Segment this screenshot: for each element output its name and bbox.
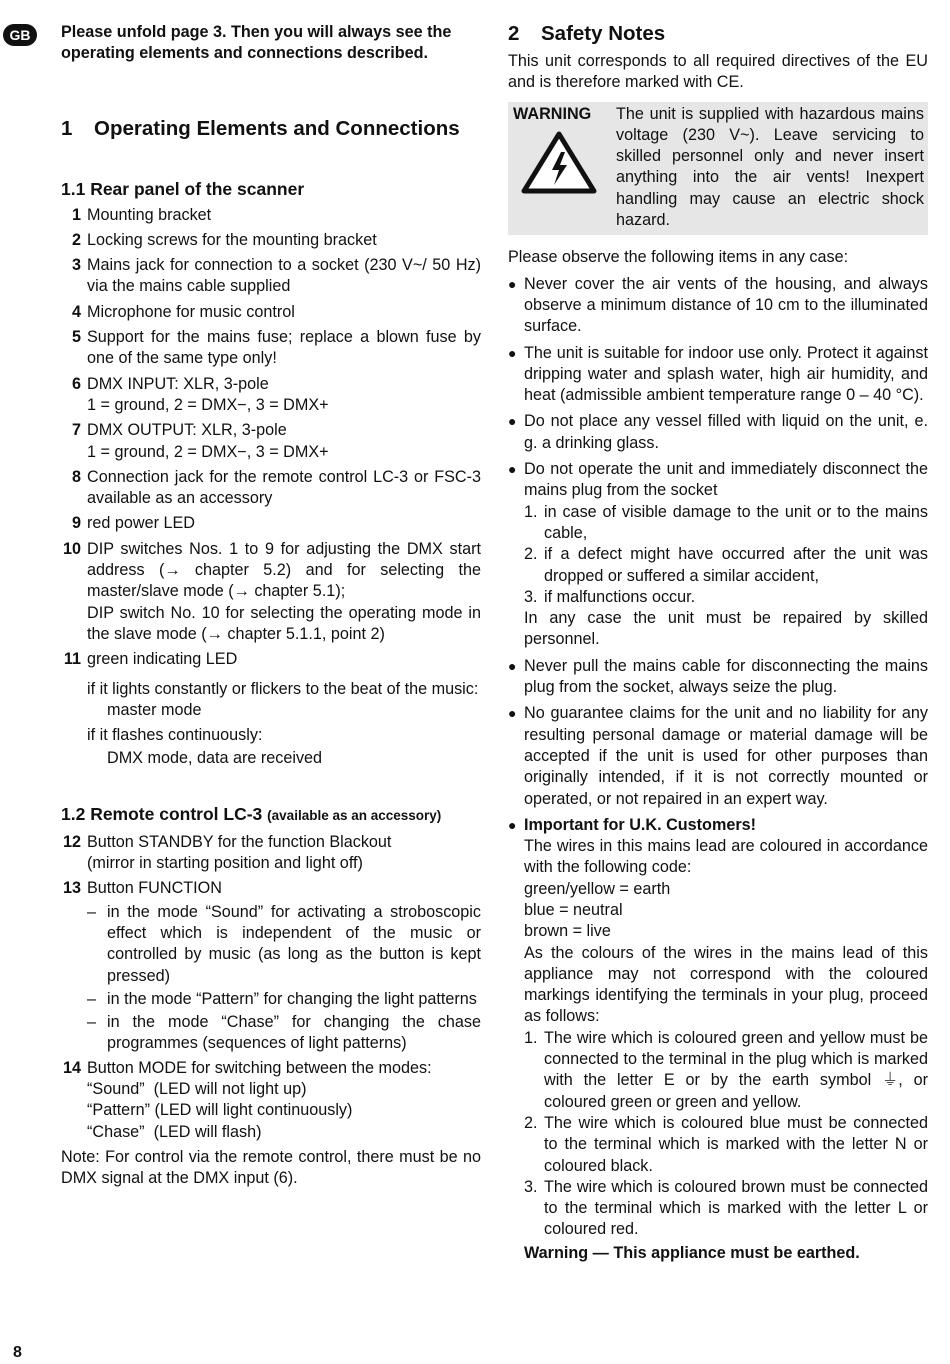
language-badge: GB xyxy=(3,24,37,46)
item-text: Mains jack for connection to a socket (230 V~/ 50 Hz) via the mains cable supplied xyxy=(87,256,481,296)
item-text-line2: 1 = ground, 2 = DMX−, 3 = DMX+ xyxy=(87,442,329,461)
item-number: 4 xyxy=(71,302,81,321)
item-number: 10 xyxy=(62,539,81,558)
list-item xyxy=(61,420,481,463)
electric-shock-warning-icon xyxy=(521,130,597,194)
sub-item xyxy=(87,902,481,987)
bullet-item xyxy=(508,274,928,338)
item-text-line2: (mirror in starting position and light off) xyxy=(87,854,363,873)
list-item xyxy=(61,878,481,1054)
list-item xyxy=(61,230,481,251)
dash-icon: – xyxy=(87,902,97,921)
item-text-cell xyxy=(87,327,481,370)
numbered-item xyxy=(524,587,928,608)
sub-item xyxy=(87,989,481,1010)
item-number-cell xyxy=(61,649,81,670)
item-text-cell xyxy=(87,539,481,645)
list-item xyxy=(61,539,481,645)
item-text: The wire which is coloured blue must be connected to the terminal which is marked with the letter N or coloured black. xyxy=(544,1113,928,1175)
section-2-title: Safety Notes xyxy=(541,22,666,45)
disconnect-cases-list xyxy=(524,502,928,608)
item-number: 11 xyxy=(63,650,81,669)
item-number-cell xyxy=(61,374,81,417)
ce-text: This unit corresponds to all required directives of the EU and is therefore marked with xyxy=(508,52,928,92)
led-case-a-result: master mode xyxy=(107,700,202,719)
ce-statement xyxy=(508,51,928,94)
remote-control-note: Note: For control via the remote control, there must be no DMX signal at the DMX input (6). xyxy=(61,1147,481,1188)
led-case-a: if it lights constantly or flickers to the beat of the music: xyxy=(87,679,479,698)
bullet-text: No guarantee claims for the unit and no liability for any resulting personal damage or material damage will be accepted if the unit is used for other purposes than originally intended, if it is not correctly mounted or operated, or not repaired in an expert way. xyxy=(524,704,928,808)
list-item xyxy=(61,205,481,226)
left-column xyxy=(61,22,481,1189)
item-text: Connection jack for the remote control LC-3 or FSC-3 available as an accessory xyxy=(87,467,481,508)
item-text: Button FUNCTION xyxy=(87,879,222,898)
item-text: red power LED xyxy=(87,514,195,533)
item-text-line2: DIP switch No. 10 for selecting the operating mode in the slave mode (→ chapter 5.1.1, point 2) xyxy=(87,603,481,643)
mode-pattern: “Pattern” (LED will light continuously) xyxy=(87,1101,353,1120)
list-item xyxy=(61,255,481,298)
uk-code-live: brown = live xyxy=(524,922,611,941)
section-1-title: Operating Elements and Connections xyxy=(94,116,460,140)
item-text: Support for the mains fuse; replace a blown fuse by one of the same type only! xyxy=(87,328,481,368)
item-number: 1. xyxy=(524,502,538,521)
item-text-cell xyxy=(87,205,481,226)
item-text: Mounting bracket xyxy=(87,205,212,224)
bullet-item xyxy=(508,656,928,699)
led-case-b: if it flashes continuously: xyxy=(87,726,263,745)
section-1-number: 1 xyxy=(61,116,73,140)
item-number: 1 xyxy=(71,205,81,224)
bullet-item xyxy=(508,815,928,1264)
list-item xyxy=(61,649,481,670)
numbered-item xyxy=(524,544,928,587)
observe-intro: Please observe the following items in any case: xyxy=(508,248,849,267)
uk-text-2: As the colours of the wires in the mains lead of this appliance may not correspond with the coloured markings identifying the terminals in your plug, proceed as follows: xyxy=(524,943,928,1026)
function-modes-list xyxy=(87,902,481,1055)
item-text: DMX INPUT: XLR, 3-pole xyxy=(87,374,269,393)
sub-item-text: in the mode “Chase” for changing the chase programmes (sequences of light patterns) xyxy=(107,1013,481,1053)
safety-bullets xyxy=(508,274,928,454)
item-number: 5 xyxy=(71,328,81,347)
bullet-text: Never pull the mains cable for disconnecting the mains plug from the socket, always seize the plug. xyxy=(524,656,928,697)
mode-chase: “Chase” (LED will flash) xyxy=(87,1122,262,1141)
item-number-cell xyxy=(61,513,81,534)
bullet-dot-icon: ● xyxy=(508,344,517,361)
item-text: DIP switches Nos. 1 to 9 for adjusting the DMX start address (→ chapter 5.2) and for selecting the master/slave mode (→ chapter 5.1); xyxy=(87,539,481,601)
item-number: 13 xyxy=(62,879,81,898)
numbered-item xyxy=(524,502,928,545)
item-text: if malfunctions occur. xyxy=(544,587,696,606)
bullet-dot-icon: ● xyxy=(508,413,517,430)
item-number-cell xyxy=(61,255,81,298)
item-text-cell xyxy=(87,513,481,534)
subsection-1-2-title: 1.2 Remote control LC-3 xyxy=(61,803,263,824)
warning-label: WARNING xyxy=(513,104,592,123)
item-text: if a defect might have occurred after the unit was dropped or suffered a similar accident, xyxy=(544,545,928,585)
dash-icon: – xyxy=(87,1013,97,1032)
item-number: 3 xyxy=(71,256,81,275)
bullet-item xyxy=(508,411,928,454)
item-text-cell xyxy=(87,255,481,298)
item-number-cell xyxy=(61,539,81,645)
ce-mark: CE. xyxy=(716,73,744,92)
item-text-line2: 1 = ground, 2 = DMX−, 3 = DMX+ xyxy=(87,395,329,414)
item-number: 6 xyxy=(71,374,81,393)
item-number: 2. xyxy=(524,545,538,564)
bullet-dot-icon: ● xyxy=(508,816,517,833)
item-text: The wire which is coloured green and yellow must be connected to the terminal in the plug which is marked with the letter E or by the earth symbol ⏚, or coloured green or green and yellow. xyxy=(544,1028,928,1111)
page-number: 8 xyxy=(13,1344,22,1361)
numbered-item xyxy=(524,1177,928,1241)
sub-item-text: in the mode “Pattern” for changing the light patterns xyxy=(107,989,477,1008)
sub-item-text: in the mode “Sound” for activating a stroboscopic effect which is independent of the music or controlled by music (as long as the button is kept pressed) xyxy=(107,902,481,985)
list-item xyxy=(61,832,481,875)
item-number-cell xyxy=(61,205,81,226)
bullet-text: The unit is suitable for indoor use only. Protect it against dripping water and splash water, high air humidity, and heat (admissible ambient temperature range 0 – 40 °C). xyxy=(524,343,928,405)
mode-sound: “Sound” (LED will not light up) xyxy=(87,1079,307,1098)
item-number-cell xyxy=(61,302,81,323)
item-text-cell xyxy=(87,230,481,251)
warning-box xyxy=(508,102,928,236)
numbered-item xyxy=(524,1113,928,1177)
item-text: The wire which is coloured brown must be connected to the terminal which is marked with the letter L or coloured red. xyxy=(544,1177,928,1239)
bullet-item xyxy=(508,459,928,651)
warning-text: The unit is supplied with hazardous mains voltage (230 V~). Leave servicing to skilled personnel only and never insert anything into the air vents! Inexpert handling may cause an electric shock hazard. xyxy=(616,104,924,230)
rear-panel-list xyxy=(61,205,481,671)
item-number: 1. xyxy=(524,1028,538,1047)
subsection-1-2-note: (available as an accessory) xyxy=(267,807,442,823)
item-text: DMX OUTPUT: XLR, 3-pole xyxy=(87,421,287,440)
item-number-cell xyxy=(61,230,81,251)
item-number-cell xyxy=(61,327,81,370)
item-number-cell xyxy=(61,420,81,463)
bullet-dot-icon: ● xyxy=(508,657,517,674)
item-text-cell xyxy=(87,649,481,670)
item-text: in case of visible damage to the unit or to the mains cable, xyxy=(544,502,928,542)
numbered-item xyxy=(524,1028,928,1113)
sub-item xyxy=(87,1012,481,1055)
list-item xyxy=(61,513,481,534)
item-number: 2. xyxy=(524,1113,538,1132)
bullet-text: Never cover the air vents of the housing, and always observe a minimum distance of 10 cm to the illuminated surface. xyxy=(524,274,928,336)
bullet-dot-icon: ● xyxy=(508,461,517,478)
item-number-cell xyxy=(61,467,81,510)
item-text: Locking screws for the mounting bracket xyxy=(87,230,377,249)
item-number: 3. xyxy=(524,1177,538,1196)
item-text-cell xyxy=(87,420,481,463)
item-number: 7 xyxy=(71,421,81,440)
item-text-cell xyxy=(87,302,481,323)
item-text: Button STANDBY for the function Blackout xyxy=(87,832,392,851)
item-text: green indicating LED xyxy=(87,650,238,669)
uk-title: Important for U.K. Customers! xyxy=(524,815,757,834)
bullet-text: Do not operate the unit and immediately disconnect the mains plug from the socket xyxy=(524,460,928,500)
uk-text: The wires in this mains lead are coloured in accordance with the following code: xyxy=(524,837,928,877)
subsection-1-1-title: 1.1 Rear panel of the scanner xyxy=(61,178,305,199)
subsection-1-2-heading xyxy=(61,803,481,827)
section-2-heading xyxy=(508,22,928,46)
uk-warning: Warning — This appliance must be earthed. xyxy=(524,1243,860,1262)
bullet-end: In any case the unit must be repaired by skilled personnel. xyxy=(524,609,928,649)
led-case-b-result: DMX mode, data are received xyxy=(107,749,323,768)
item-number: 2 xyxy=(71,230,81,249)
item-text-cell xyxy=(87,374,481,417)
list-item xyxy=(61,374,481,417)
item-number: 14 xyxy=(62,1058,81,1077)
uk-wiring-list xyxy=(524,1028,928,1241)
section-2-number: 2 xyxy=(508,22,520,45)
list-item xyxy=(61,302,481,323)
led-description xyxy=(61,675,481,770)
right-column xyxy=(508,22,928,1264)
bullet-item xyxy=(508,343,928,407)
item-number: 9 xyxy=(71,514,81,533)
list-item xyxy=(61,327,481,370)
section-1-heading xyxy=(61,117,481,141)
uk-code-earth: green/yellow = earth xyxy=(524,879,671,898)
item-number: 12 xyxy=(62,832,81,851)
bullet-dot-icon: ● xyxy=(508,705,517,722)
item-text-cell xyxy=(87,467,481,510)
bullet-text: Do not place any vessel filled with liquid on the unit, e. g. a drinking glass. xyxy=(524,412,928,452)
unfold-intro: Please unfold page 3. Then you will always see the operating elements and connections described. xyxy=(61,23,452,63)
item-number: 8 xyxy=(71,467,81,486)
list-item xyxy=(61,467,481,510)
item-number: 3. xyxy=(524,587,538,606)
uk-code-neutral: blue = neutral xyxy=(524,900,623,919)
bullet-item xyxy=(508,703,928,809)
bullet-dot-icon: ● xyxy=(508,275,517,292)
list-item xyxy=(61,1058,481,1143)
item-text: Button MODE for switching between the modes: xyxy=(87,1058,432,1077)
item-text: Microphone for music control xyxy=(87,302,295,321)
dash-icon: – xyxy=(87,989,97,1008)
